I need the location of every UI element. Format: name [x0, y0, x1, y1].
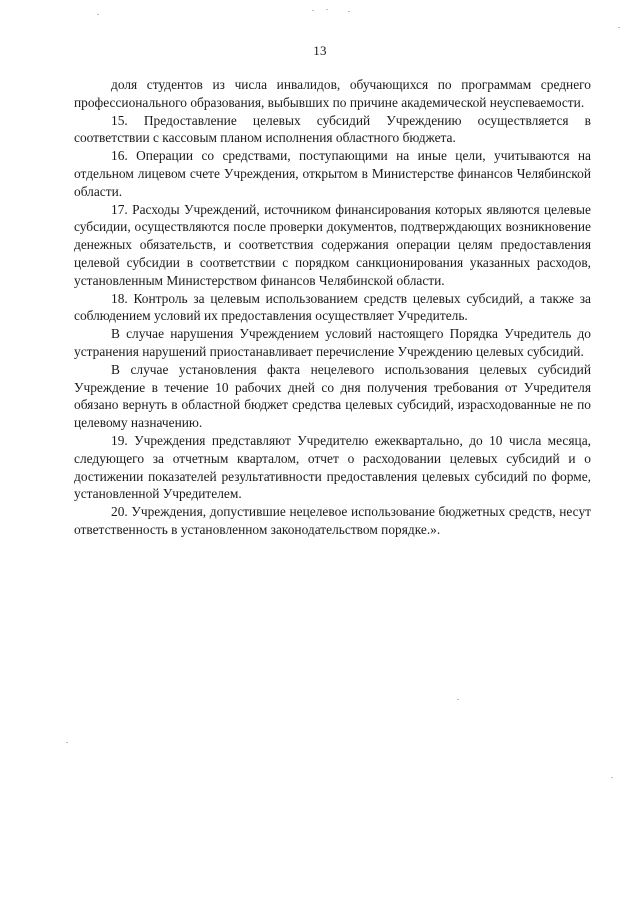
paragraph-continuation: доля студентов из числа инвалидов, обучающихся по программам среднего профессионального образования, выбывших по причине академической неуспеваемости. — [74, 77, 591, 110]
paragraph-18: 18. Контроль за целевым использованием средств целевых субсидий, а также за соблюдением условий их предоставления осуществляет Учредитель. — [74, 290, 591, 324]
scan-speck — [312, 10, 314, 11]
paragraph-19: 19. Учреждения представляют Учредителю ежеквартально, до 10 числа месяца, следующего за отчетным кварталом, отчет о расходовании целевых субсидий и о достижении показателей результативности предоставления целевых субсидий по форме, установленной Учредителем. — [74, 432, 591, 502]
paragraph-18-misuse: В случае установления факта нецелевого использования целевых субсидий Учреждение в течение 10 рабочих дней со дня получения требования от Учредителя обязано вернуть в областной бюджет средства целевых субсидий, израсходованные не по целевому назначению. — [74, 361, 591, 431]
scan-speck — [611, 777, 613, 778]
paragraph-15: 15. Предоставление целевых субсидий Учреждению осуществляется в соответствии с кассовым планом исполнения областного бюджета. — [74, 112, 591, 146]
paragraph-16: 16. Операции со средствами, поступающими на иные цели, учитываются на отдельном лицевом счете Учреждения, открытом в Министерстве финансов Челябинской области. — [74, 148, 591, 199]
scan-speck — [457, 699, 459, 700]
paragraph-20: 20. Учреждения, допустившие нецелевое использование бюджетных средств, несут ответственность в установленном законодательством порядке.». — [74, 504, 591, 537]
scan-speck — [97, 14, 99, 15]
scan-speck — [348, 11, 350, 12]
scan-speck — [326, 9, 328, 10]
scan-speck — [618, 27, 620, 28]
paragraph-17: 17. Расходы Учреждений, источником финансирования которых являются целевые субсидии, осуществляются после проверки документов, подтверждающих возникновение денежных обязательств, и соответствия содержания операции целям предоставления целевой субсидии в соответствии с порядком санкционирования указанных расходов, установленным Министерством финансов Челябинской области. — [74, 201, 591, 288]
page-number: 13 — [313, 43, 327, 58]
document-body — [74, 76, 591, 539]
paragraph-18-violation: В случае нарушения Учреждением условий настоящего Порядка Учредитель до устранения нарушений приостанавливает перечисление Учреждению целевых субсидий. — [74, 326, 591, 359]
scan-speck — [66, 742, 68, 743]
